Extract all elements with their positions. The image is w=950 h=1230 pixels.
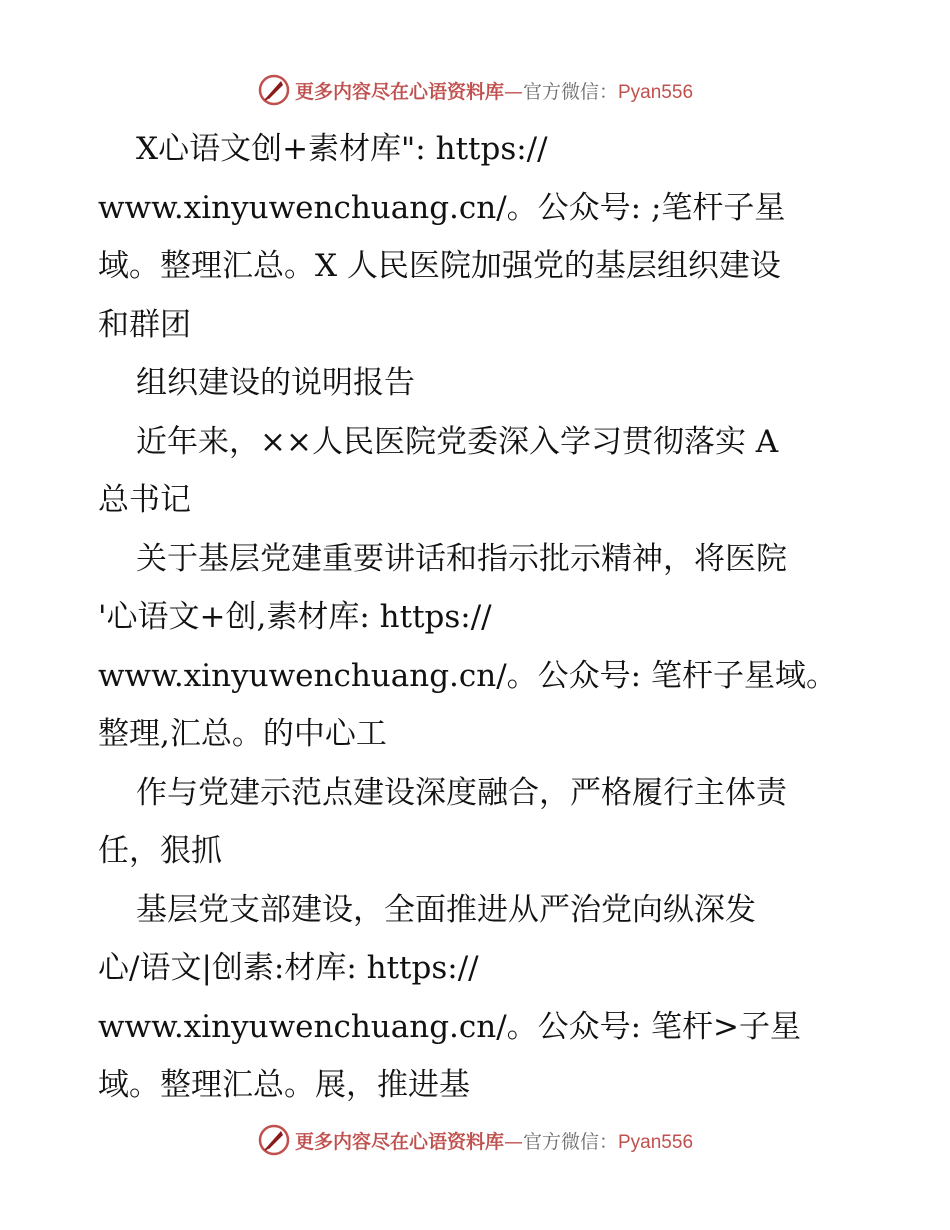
text-line: 整理,汇总。的中心工 — [98, 716, 387, 752]
text-line: www.xinyuwenchuang.cn/。公众号: 笔杆子星域。 — [98, 657, 837, 694]
header-banner — [0, 70, 950, 110]
banner-wechat-id: Pyan556 — [618, 81, 694, 103]
text-line: 组织建设的说明报告 — [136, 365, 415, 401]
text-line: www.xinyuwenchuang.cn/。公众号: ;笔杆子星 — [98, 189, 786, 226]
banner-wechat-label: 官方微信： — [522, 80, 618, 103]
banner-wechat-label: 官方微信： — [522, 1130, 618, 1153]
text-line: 和群团 — [98, 306, 191, 343]
text-line: www.xinyuwenchuang.cn/。公众号: 笔杆>子星 — [98, 1008, 801, 1045]
text-line: 作与党建示范点建设深度融合，严格履行主体责 — [136, 774, 787, 811]
text-line: 心/语文|创素:材库: https:// — [98, 950, 479, 986]
text-line: X心语文创+素材库": https:// — [136, 131, 548, 167]
text-line: 总书记 — [98, 482, 191, 518]
feather-pen-logo-icon — [257, 1123, 291, 1157]
text-line: 近年来，××人民医院党委深入学习贯彻落实 A — [136, 423, 779, 460]
text-line: 域。整理汇总。X 人民医院加强党的基层组织建设 — [98, 248, 781, 284]
banner-wechat-id: Pyan556 — [618, 1131, 694, 1153]
text-line: 域。整理汇总。展，推进基 — [98, 1067, 470, 1103]
banner-slogan: 更多内容尽在心语资料库 — [294, 80, 504, 103]
banner-dash: — — [503, 1130, 523, 1153]
text-line: '心语文+创,素材库: https:// — [98, 599, 492, 635]
banner-dash: — — [503, 80, 523, 103]
text-line: 关于基层党建重要讲话和指示批示精神，将医院 — [136, 540, 787, 577]
banner-text — [295, 77, 693, 104]
banner-text — [295, 1127, 693, 1154]
text-line: 基层党支部建设，全面推进从严治党向纵深发 — [136, 891, 756, 928]
document-body — [98, 120, 888, 1115]
feather-pen-logo-icon — [257, 73, 291, 107]
text-line: 任，狠抓 — [98, 833, 222, 869]
footer-banner — [0, 1120, 950, 1160]
banner-slogan: 更多内容尽在心语资料库 — [294, 1130, 504, 1153]
